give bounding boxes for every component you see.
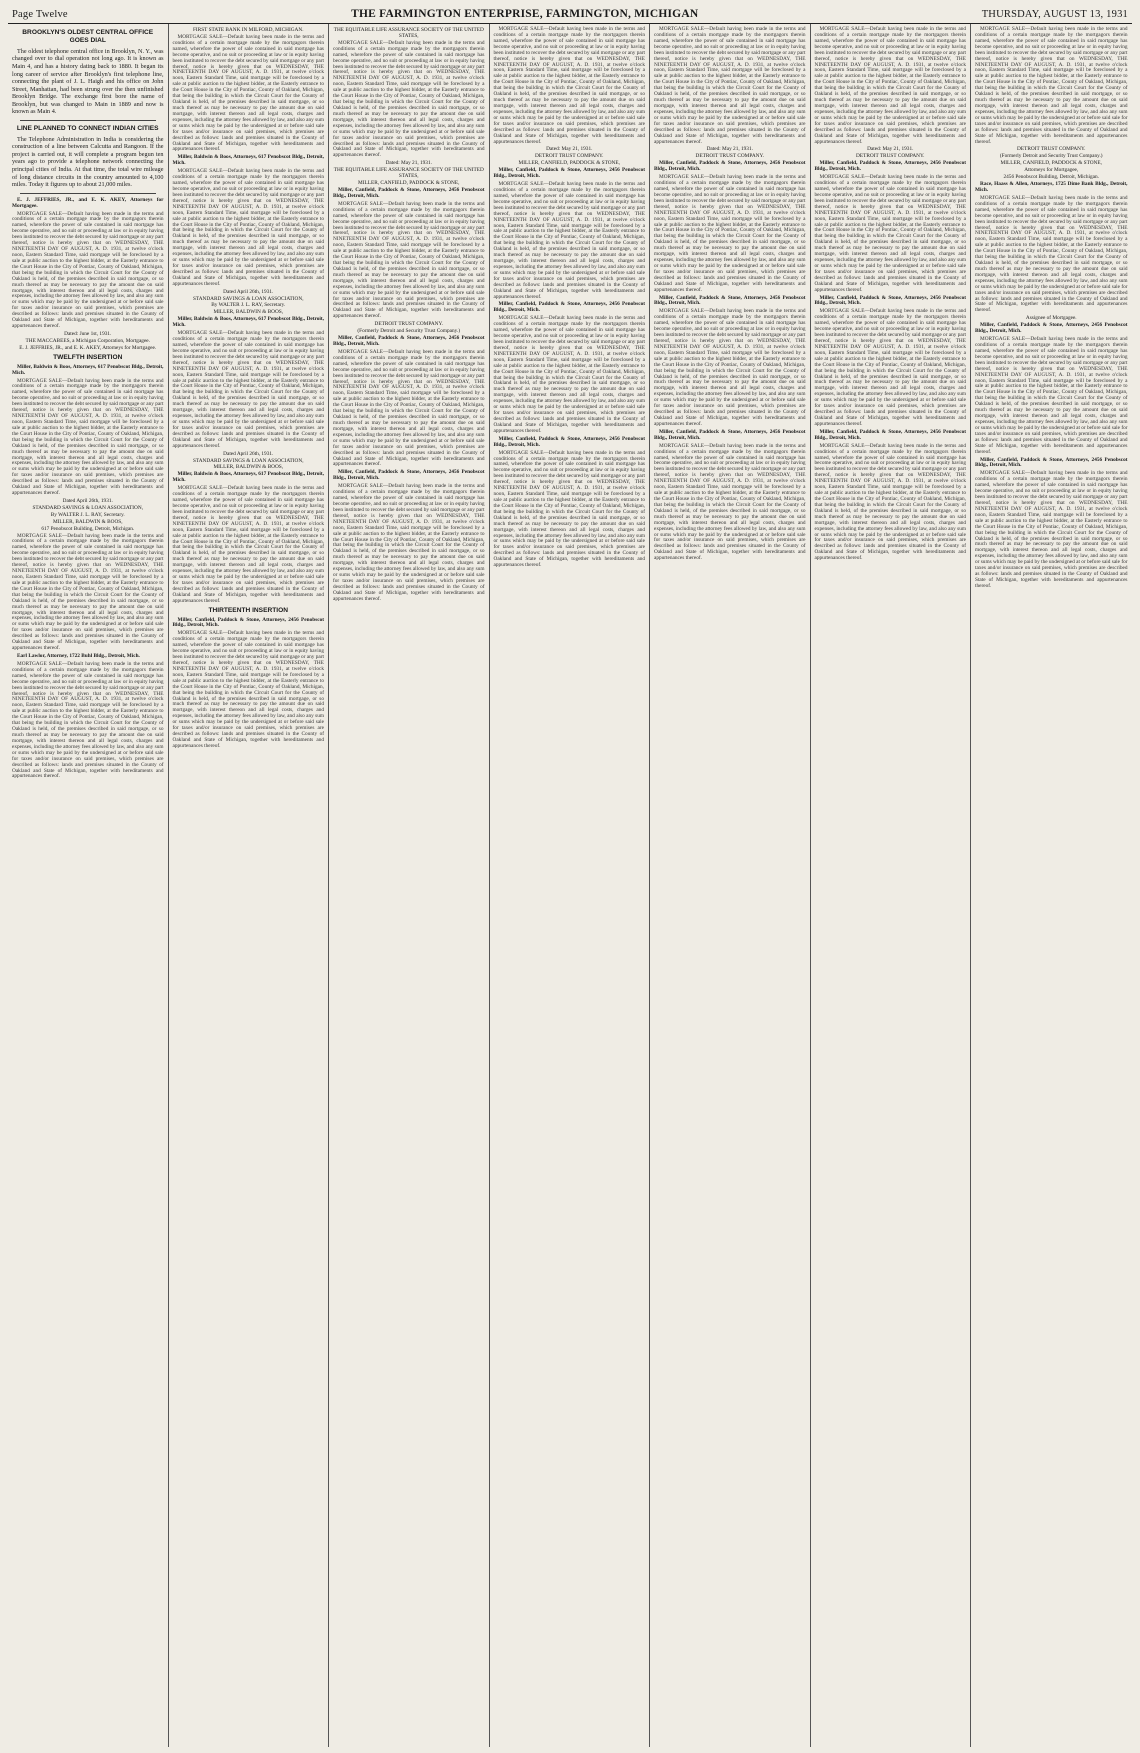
notice-body: MORTGAGE SALE—Default having been made in the terms and conditions of a certain mortgage made by the mortgagors therein named, wherefore the power of sale contained in said mortgage has become operative, and no suit or proceeding at law or in equity having been instituted to recover the debt secured by said mortgage or any part thereof, notice is hereby given that on WEDNESDAY, THE NINETEENTH DAY OF AUGUST, A. D. 1931, at twelve o'clock noon, Eastern Standard Time, said mortgage will be foreclosed by a sale at public auction to the highest bidder, at the Easterly entrance to the Court House in the City of Pontiac, County of Oakland, Michigan, that being the building in which the Circuit Court for the County of Oakland is held, of the premises described in said mortgage, or so much thereof as may be necessary to pay the amount due on said mortgage, with interest thereon and all legal costs, charges and expenses, including the attorney fees allowed by law, and also any sum or sums which may be paid by the undersigned at or before said sale for taxes and/or insurance on said premises, which premises are described as follows: lands and premises situated in the County of Oakland and State of Michigan, together with hereditaments and appurtenances thereof. <box>12 532 164 652</box>
notice-body: MORTGAGE SALE—Default having been made in the terms and conditions of a certain mortgage made by the mortgagors therein named, wherefore the power of sale contained in said mortgage has become operative, and no suit or proceeding at law or in equity having been instituted to recover the debt secured by said mortgage or any part thereof, notice is hereby given that on WEDNESDAY, THE NINETEENTH DAY OF AUGUST, A. D. 1931, at twelve o'clock noon, Eastern Standard Time, said mortgage will be foreclosed by a sale at public auction to the highest bidder, at the Easterly entrance to the Court House in the City of Pontiac, County of Oakland, Michigan, that being the building in which the Circuit Court for the County of Oakland is held, of the premises described in said mortgage, or so much thereof as may be necessary to pay the amount due on said mortgage, with interest thereon and all legal costs, charges and expenses, including the attorney fees allowed by law, and also any sum or sums which may be paid by the undersigned at or before said sale for taxes and/or insurance on said premises, which premises are described as follows: lands and premises situated in the County of Oakland and State of Michigan, together with hereditaments and appurtenances thereof. <box>333 39 485 159</box>
notice-attorneys-for: Attorneys for Mortgagee, <box>1024 167 1079 174</box>
notice-signature: DETROIT TRUST COMPANY. <box>535 153 604 160</box>
notice-body: MORTGAGE SALE—Default having been made in the terms and conditions of a certain mortgage made by the mortgagors therein named, wherefore the power of sale contained in said mortgage has become operative, and no suit or proceeding at law or in equity having been instituted to recover the debt secured by said mortgage or any part thereof, notice is hereby given that on WEDNESDAY, THE NINETEENTH DAY OF AUGUST, A. D. 1931, at twelve o'clock noon, Eastern Standard Time, said mortgage will be foreclosed by a sale at public auction to the highest bidder, at the Easterly entrance to the Court House in the City of Pontiac, County of Oakland, Michigan, that being the building in which the Circuit Court for the County of Oakland is held, of the premises described in said mortgage, or so much thereof as may be necessary to pay the amount due on said mortgage, with interest thereon and all legal costs, charges and expenses, including the attorney fees allowed by law, and also any sum or sums which may be paid by the undersigned at or before said sale for taxes and/or insurance on said premises, which premises are described as follows: lands and premises situated in the County of Oakland and State of Michigan, together with hereditaments and appurtenances thereof. <box>172 630 324 749</box>
notice-body: MORTGAGE SALE—Default having been made in the terms and conditions of a certain mortgage made by the mortgagors therein named, wherefore the power of sale contained in said mortgage has become operative, and no suit or proceeding at law or in equity having been instituted to recover the debt secured by said mortgage or any part thereof, notice is hereby given that on WEDNESDAY, THE NINETEENTH DAY OF AUGUST, A. D. 1931, at twelve o'clock noon, Eastern Standard Time, said mortgage will be foreclosed by a sale at public auction to the highest bidder, at the Easterly entrance to the Court House in the City of Pontiac, County of Oakland, Michigan, that being the building in which the Circuit Court for the County of Oakland is held, of the premises described in said mortgage, or so much thereof as may be necessary to pay the amount due on said mortgage, with interest thereon and all legal costs, charges and expenses, including the attorney fees allowed by law, and also any sum or sums which may be paid by the undersigned at or before said sale for taxes and/or insurance on said premises, which premises are described as follows: lands and premises situated in the County of Oakland and State of Michigan, together with hereditaments and appurtenances thereof. <box>814 26 966 145</box>
notice-attorneys: MILLER, CANFIELD, PADDOCK & STONE, <box>358 180 460 187</box>
notice-signature: THE EQUITABLE LIFE ASSURANCE SOCIETY OF THE UNITED STATES, <box>333 27 484 39</box>
notice-caption: Miller, Canfield, Paddock & Stone, Attorneys, 2456 Penobscot Bldg., Detroit, Mich. <box>975 456 1128 469</box>
notice-signature: DETROIT TRUST COMPANY. <box>695 153 764 160</box>
notice-caption: Miller, Canfield, Paddock & Stone, Attorneys, 2456 Penobscot Bldg., Detroit, Mich. <box>333 335 485 348</box>
notice-body: MORTGAGE SALE—Default having been made in the terms and conditions of a certain mortgage made by the mortgagors therein named, wherefore the power of sale contained in said mortgage has become operative, and no suit or proceeding at law or in equity having been instituted to recover the debt secured by said mortgage or any part thereof, notice is hereby given that on WEDNESDAY, THE NINETEENTH DAY OF AUGUST, A. D. 1931, at twelve o'clock noon, Eastern Standard Time, said mortgage will be foreclosed by a sale at public auction to the highest bidder, at the Easterly entrance to the Court House in the City of Pontiac, County of Oakland, Michigan, that being the building in which the Circuit Court for the County of Oakland is held, of the premises described in said mortgage, or so much thereof as may be necessary to pay the amount due on said mortgage, with interest thereon and all legal costs, charges and expenses, including the attorney fees allowed by law, and also any sum or sums which may be paid by the undersigned at or before said sale for taxes and/or insurance on said premises, which premises are described as follows: lands and premises situated in the County of Oakland and State of Michigan, together with hereditaments and appurtenances thereof. <box>493 449 645 569</box>
notice-signature: Assignee of Mortgagee. <box>1025 315 1077 322</box>
notice-caption: Miller, Canfield, Paddock & Stone, Attorneys, 2456 Penobscot Bldg., Detroit, Mich. <box>975 322 1128 335</box>
notice-caption: Miller, Canfield, Paddock & Stone, Attorneys, 2456 Penobscot Bldg., Detroit, Mich. <box>814 428 966 441</box>
column-6 <box>811 24 972 1747</box>
insertion-heading: THIRTEENTH INSERTION <box>208 606 288 614</box>
notice-body: MORTGAGE SALE—Default having been made in the terms and conditions of a certain mortgage made by the mortgagors therein named, wherefore the power of sale contained in said mortgage has become operative, and no suit or proceeding at law or in equity having been instituted to recover the debt secured by said mortgage or any part thereof, notice is hereby given that on WEDNESDAY, THE NINETEENTH DAY OF AUGUST, A. D. 1931, at twelve o'clock noon, Eastern Standard Time, said mortgage will be foreclosed by a sale at public auction to the highest bidder, at the Easterly entrance to the Court House in the City of Pontiac, County of Oakland, Michigan, that being the building in which the Circuit Court for the County of Oakland is held, of the premises described in said mortgage, or so much thereof as may be necessary to pay the amount due on said mortgage, with interest thereon and all legal costs, charges and expenses, including the attorney fees allowed by law, and also any sum or sums which may be paid by the undersigned at or before said sale for taxes and/or insurance on said premises, which premises are described as follows: lands and premises situated in the County of Oakland and State of Michigan, together with hereditaments and appurtenances thereof. <box>333 348 485 468</box>
notice-signature: (Formerly Detroit and Security Trust Company.) <box>999 153 1103 160</box>
notice-body: MORTGAGE SALE—Default having been made in the terms and conditions of a certain mortgage made by the mortgagors therein named, wherefore the power of sale contained in said mortgage has become operative, and no suit or proceeding at law or in equity having been instituted to recover the debt secured by said mortgage or any part thereof, notice is hereby given that on WEDNESDAY, THE NINETEENTH DAY OF AUGUST, A. D. 1931, at twelve o'clock noon, Eastern Standard Time, said mortgage will be foreclosed by a sale at public auction to the highest bidder, at the Easterly entrance to the Court House in the City of Pontiac, County of Oakland, Michigan, that being the building in which the Circuit Court for the County of Oakland is held, of the premises described in said mortgage, or so much thereof as may be necessary to pay the amount due on said mortgage, with interest thereon and all legal costs, charges and expenses, including the attorney fees allowed by law, and also any sum or sums which may be paid by the undersigned at or before said sale for taxes and/or insurance on said premises, which premises are described as follows: lands and premises situated in the County of Oakland and State of Michigan, together with hereditaments and appurtenances thereof. <box>12 210 164 330</box>
notice-signature: By WALTER J. L. RAY, Secretary. <box>50 511 125 518</box>
columns <box>8 24 1132 1747</box>
notice-attorneys: E. J. JEFFRIES, JR., and E. K. AKEY, Attorneys for Mortgagee. <box>19 344 157 351</box>
story-headline: LINE PLANNED TO CONNECT INDIAN CITIES <box>16 124 159 132</box>
notice-body: MORTGAGE SALE—Default having been made in the terms and conditions of a certain mortgage made by the mortgagors therein named, wherefore the power of sale contained in said mortgage has become operative, and no suit or proceeding at law or in equity having been instituted to recover the debt secured by said mortgage or any part thereof, notice is hereby given that on WEDNESDAY, THE NINETEENTH DAY OF AUGUST, A. D. 1931, at twelve o'clock noon, Eastern Standard Time, said mortgage will be foreclosed by a sale at public auction to the highest bidder, at the Easterly entrance to the Court House in the City of Pontiac, County of Oakland, Michigan, that being the building in which the Circuit Court for the County of Oakland is held, of the premises described in said mortgage, or so much thereof as may be necessary to pay the amount due on said mortgage, with interest thereon and all legal costs, charges and expenses, including the attorney fees allowed by law, and also any sum or sums which may be paid by the undersigned at or before said sale for taxes and/or insurance on said premises, which premises are described as follows: lands and premises situated in the County of Oakland and State of Michigan, together with hereditaments and appurtenances thereof. <box>12 377 164 497</box>
notice-caption: Miller, Canfield, Paddock & Stone, Attorneys, 2456 Penobscot Bldg., Detroit, Mich. <box>493 435 645 448</box>
notice-address: 617 Penobscot Building, Detroit, Michigan. <box>41 525 135 532</box>
notice-dated: Dated: May 21, 1931. <box>385 160 432 167</box>
notice-caption: Miller, Baldwin & Boos, Attorneys, 617 Penobscot Bldg., Detroit, Mich. <box>12 363 164 376</box>
notice-caption: Earl Lawlor, Attorney, 1722 Buhl Bldg., Detroit, Mich. <box>17 653 140 659</box>
notice-body: MORTGAGE SALE—Default having been made in the terms and conditions of a certain mortgage made by the mortgagors therein named, wherefore the power of sale contained in said mortgage has become operative, and no suit or proceeding at law or in equity having been instituted to recover the debt secured by said mortgage or any part thereof, notice is hereby given that on WEDNESDAY, THE NINETEENTH DAY OF AUGUST, A. D. 1931, at twelve o'clock noon, Eastern Standard Time, said mortgage will be foreclosed by a sale at public auction to the highest bidder, at the Easterly entrance to the Court House in the City of Pontiac, County of Oakland, Michigan, that being the building in which the Circuit Court for the County of Oakland is held, of the premises described in said mortgage, or so much thereof as may be necessary to pay the amount due on said mortgage, with interest thereon and all legal costs, charges and expenses, including the attorney fees allowed by law, and also any sum or sums which may be paid by the undersigned at or before said sale for taxes and/or insurance on said premises, which premises are described as follows: lands and premises situated in the County of Oakland and State of Michigan, together with hereditaments and appurtenances thereof. <box>172 33 324 153</box>
notice-attorneys: MILLER, CANFIELD, PADDOCK & STONE, <box>518 160 620 167</box>
notice-signature: DETROIT TRUST COMPANY. <box>374 321 443 328</box>
notice-signature: FIRST STATE BANK IN MILFORD, MICHIGAN. <box>192 27 304 33</box>
notice-signature: (Formerly Detroit and Security Trust Company.) <box>357 328 461 335</box>
notice-caption: Miller, Canfield, Paddock & Stone, Attorneys, 2456 Penobscot Bldg., Detroit, Mich. <box>654 294 806 307</box>
notice-body: MORTGAGE SALE—Default having been made in the terms and conditions of a certain mortgage made by the mortgagors therein named, wherefore the power of sale contained in said mortgage has become operative, and no suit or proceeding at law or in equity having been instituted to recover the debt secured by said mortgage or any part thereof, notice is hereby given that on WEDNESDAY, THE NINETEENTH DAY OF AUGUST, A. D. 1931, at twelve o'clock noon, Eastern Standard Time, said mortgage will be foreclosed by a sale at public auction to the highest bidder, at the Easterly entrance to the Court House in the City of Pontiac, County of Oakland, Michigan, that being the building in which the Circuit Court for the County of Oakland is held, of the premises described in said mortgage, or so much thereof as may be necessary to pay the amount due on said mortgage, with interest thereon and all legal costs, charges and expenses, including the attorney fees allowed by law, and also any sum or sums which may be paid by the undersigned at or before said sale for taxes and/or insurance on said premises, which premises are described as follows: lands and premises situated in the County of Oakland and State of Michigan, together with hereditaments and appurtenances thereof. <box>654 442 806 562</box>
notice-signature: THE EQUITABLE LIFE ASSURANCE SOCIETY OF THE UNITED STATES, <box>333 167 484 180</box>
notice-body: MORTGAGE SALE—Default having been made in the terms and conditions of a certain mortgage made by the mortgagors therein named, wherefore the power of sale contained in said mortgage has become operative, and no suit or proceeding at law or in equity having been instituted to recover the debt secured by said mortgage or any part thereof, notice is hereby given that on WEDNESDAY, THE NINETEENTH DAY OF AUGUST, A. D. 1931, at twelve o'clock noon, Eastern Standard Time, said mortgage will be foreclosed by a sale at public auction to the highest bidder, at the Easterly entrance to the Court House in the City of Pontiac, County of Oakland, Michigan, that being the building in which the Circuit Court for the County of Oakland is held, of the premises described in said mortgage, or so much thereof as may be necessary to pay the amount due on said mortgage, with interest thereon and all legal costs, charges and expenses, including the attorney fees allowed by law, and also any sum or sums which may be paid by the undersigned at or before said sale for taxes and/or insurance on said premises, which premises are described as follows: lands and premises situated in the County of Oakland and State of Michigan, together with hereditaments and appurtenances thereof. <box>493 181 645 300</box>
notice-caption: Race, Haass & Allen, Attorneys, 1725 Dime Bank Bldg., Detroit, Mich. <box>975 181 1128 193</box>
notice-address: 2456 Penobscot Building, Detroit, Michigan. <box>1003 174 1099 181</box>
notice-signature: STANDARD SAVINGS & LOAN ASSOCIATION, <box>32 504 144 511</box>
notice-dated: Dated April 26th, 1931. <box>62 497 113 504</box>
notice-signature: By WALTER J. L. RAY, Secretary. <box>211 302 286 309</box>
notice-caption: Miller, Canfield, Paddock & Stone, Attorneys, 2456 Penobscot Bldg., Detroit, Mich. <box>814 294 966 307</box>
column-4 <box>490 24 651 1747</box>
notice-caption: Miller, Baldwin & Boos, Attorneys, 617 Penobscot Bldg., Detroit, Mich. <box>172 471 324 484</box>
notice-body: MORTGAGE SALE—Default having been made in the terms and conditions of a certain mortgage made by the mortgagors therein named, wherefore the power of sale contained in said mortgage has become operative, and no suit or proceeding at law or in equity having been instituted to recover the debt secured by said mortgage or any part thereof, notice is hereby given that on WEDNESDAY, THE NINETEENTH DAY OF AUGUST, A. D. 1931, at twelve o'clock noon, Eastern Standard Time, said mortgage will be foreclosed by a sale at public auction to the highest bidder, at the Easterly entrance to the Court House in the City of Pontiac, County of Oakland, Michigan, that being the building in which the Circuit Court for the County of Oakland is held, of the premises described in said mortgage, or so much thereof as may be necessary to pay the amount due on said mortgage, with interest thereon and all legal costs, charges and expenses, including the attorney fees allowed by law, and also any sum or sums which may be paid by the undersigned at or before said sale for taxes and/or insurance on said premises, which premises are described as follows: lands and premises situated in the County of Oakland and State of Michigan, together with hereditaments and appurtenances thereof. <box>172 168 324 287</box>
notice-dated: Dated: May 21, 1931. <box>706 146 753 153</box>
divider <box>20 193 156 194</box>
column-3 <box>329 24 490 1747</box>
divider <box>20 120 156 121</box>
notice-signature: STANDARD SAVINGS & LOAN ASSOCIATION, <box>192 457 304 464</box>
notice-caption: Miller, Baldwin & Boos, Attorneys, 617 Penobscot Bldg., Detroit, Mich. <box>172 316 324 329</box>
masthead <box>8 6 1132 24</box>
notice-signature: DETROIT TRUST COMPANY. <box>1017 146 1086 153</box>
notice-body: MORTGAGE SALE—Default having been made in the terms and conditions of a certain mortgage made by the mortgagors therein named, wherefore the power of sale contained in said mortgage has become operative, and no suit or proceeding at law or in equity having been instituted to recover the debt secured by said mortgage or any part thereof, notice is hereby given that on WEDNESDAY, THE NINETEENTH DAY OF AUGUST, A. D. 1931, at twelve o'clock noon, Eastern Standard Time, said mortgage will be foreclosed by a sale at public auction to the highest bidder, at the Easterly entrance to the Court House in the City of Pontiac, County of Oakland, Michigan, that being the building in which the Circuit Court for the County of Oakland is held, of the premises described in said mortgage, or so much thereof as may be necessary to pay the amount due on said mortgage, with interest thereon and all legal costs, charges and expenses, including the attorney fees allowed by law, and also any sum or sums which may be paid by the undersigned at or before said sale for taxes and/or insurance on said premises, which premises are described as follows: lands and premises situated in the County of Oakland and State of Michigan, together with hereditaments and appurtenances thereof. <box>814 442 966 562</box>
notice-body: MORTGAGE SALE—Default having been made in the terms and conditions of a certain mortgage made by the mortgagors therein named, wherefore the power of sale contained in said mortgage has become operative, and no suit or proceeding at law or in equity having been instituted to recover the debt secured by said mortgage or any part thereof, notice is hereby given that on WEDNESDAY, THE NINETEENTH DAY OF AUGUST, A. D. 1931, at twelve o'clock noon, Eastern Standard Time, said mortgage will be foreclosed by a sale at public auction to the highest bidder, at the Easterly entrance to the Court House in the City of Pontiac, County of Oakland, Michigan, that being the building in which the Circuit Court for the County of Oakland is held, of the premises described in said mortgage, or so much thereof as may be necessary to pay the amount due on said mortgage, with interest thereon and all legal costs, charges and expenses, including the attorney fees allowed by law, and also any sum or sums which may be paid by the undersigned at or before said sale for taxes and/or insurance on said premises, which premises are described as follows: lands and premises situated in the County of Oakland and State of Michigan, together with hereditaments and appurtenances thereof. <box>975 26 1128 145</box>
notice-body: MORTGAGE SALE—Default having been made in the terms and conditions of a certain mortgage made by the mortgagors therein named, wherefore the power of sale contained in said mortgage has become operative, and no suit or proceeding at law or in equity having been instituted to recover the debt secured by said mortgage or any part thereof, notice is hereby given that on WEDNESDAY, THE NINETEENTH DAY OF AUGUST, A. D. 1931, at twelve o'clock noon, Eastern Standard Time, said mortgage will be foreclosed by a sale at public auction to the highest bidder, at the Easterly entrance to the Court House in the City of Pontiac, County of Oakland, Michigan, that being the building in which the Circuit Court for the County of Oakland is held, of the premises described in said mortgage, or so much thereof as may be necessary to pay the amount due on said mortgage, with interest thereon and all legal costs, charges and expenses, including the attorney fees allowed by law, and also any sum or sums which may be paid by the undersigned at or before said sale for taxes and/or insurance on said premises, which premises are described as follows: lands and premises situated in the County of Oakland and State of Michigan, together with hereditaments and appurtenances thereof. <box>975 470 1128 589</box>
column-5 <box>650 24 811 1747</box>
notice-body: MORTGAGE SALE—Default having been made in the terms and conditions of a certain mortgage made by the mortgagors therein named, wherefore the power of sale contained in said mortgage has become operative, and no suit or proceeding at law or in equity having been instituted to recover the debt secured by said mortgage or any part thereof, notice is hereby given that on WEDNESDAY, THE NINETEENTH DAY OF AUGUST, A. D. 1931, at twelve o'clock noon, Eastern Standard Time, said mortgage will be foreclosed by a sale at public auction to the highest bidder, at the Easterly entrance to the Court House in the City of Pontiac, County of Oakland, Michigan, that being the building in which the Circuit Court for the County of Oakland is held, of the premises described in said mortgage, or so much thereof as may be necessary to pay the amount due on said mortgage, with interest thereon and all legal costs, charges and expenses, including the attorney fees allowed by law, and also any sum or sums which may be paid by the undersigned at or before said sale for taxes and/or insurance on said premises, which premises are described as follows: lands and premises situated in the County of Oakland and State of Michigan, together with hereditaments and appurtenances thereof. <box>814 308 966 427</box>
column-7 <box>971 24 1132 1747</box>
notice-attorneys: MILLER, BALDWIN & BOOS, <box>213 309 284 316</box>
notice-attorneys: MILLER, BALDWIN & BOOS, <box>52 518 123 525</box>
notice-body: MORTGAGE SALE—Default having been made in the terms and conditions of a certain mortgage made by the mortgagors therein named, wherefore the power of sale contained in said mortgage has become operative, and no suit or proceeding at law or in equity having been instituted to recover the debt secured by said mortgage or any part thereof, notice is hereby given that on WEDNESDAY, THE NINETEENTH DAY OF AUGUST, A. D. 1931, at twelve o'clock noon, Eastern Standard Time, said mortgage will be foreclosed by a sale at public auction to the highest bidder, at the Easterly entrance to the Court House in the City of Pontiac, County of Oakland, Michigan, that being the building in which the Circuit Court for the County of Oakland is held, of the premises described in said mortgage, or so much thereof as may be necessary to pay the amount due on said mortgage, with interest thereon and all legal costs, charges and expenses, including the attorney fees allowed by law, and also any sum or sums which may be paid by the undersigned at or before said sale for taxes and/or insurance on said premises, which premises are described as follows: lands and premises situated in the County of Oakland and State of Michigan, together with hereditaments and appurtenances thereof. <box>172 485 324 604</box>
story-headline: BROOKLYN'S OLDEST CENTRAL OFFICE GOES DIAL <box>22 29 154 44</box>
notice-body: MORTGAGE SALE—Default having been made in the terms and conditions of a certain mortgage made by the mortgagors therein named, wherefore the power of sale contained in said mortgage has become operative, and no suit or proceeding at law or in equity having been instituted to recover the debt secured by said mortgage or any part thereof, notice is hereby given that on WEDNESDAY, THE NINETEENTH DAY OF AUGUST, A. D. 1931, at twelve o'clock noon, Eastern Standard Time, said mortgage will be foreclosed by a sale at public auction to the highest bidder, at the Easterly entrance to the Court House in the City of Pontiac, County of Oakland, Michigan, that being the building in which the Circuit Court for the County of Oakland is held, of the premises described in said mortgage, or so much thereof as may be necessary to pay the amount due on said mortgage, with interest thereon and all legal costs, charges and expenses, including the attorney fees allowed by law, and also any sum or sums which may be paid by the undersigned at or before said sale for taxes and/or insurance on said premises, which premises are described as follows: lands and premises situated in the County of Oakland and State of Michigan, together with hereditaments and appurtenances thereof. <box>333 200 485 320</box>
notice-caption: Miller, Baldwin & Boos, Attorneys, 617 Penobscot Bldg., Detroit, Mich. <box>172 154 324 167</box>
notice-signature: STANDARD SAVINGS & LOAN ASSOCIATION, <box>192 295 304 302</box>
notice-body: MORTGAGE SALE—Default having been made in the terms and conditions of a certain mortgage made by the mortgagors therein named, wherefore the power of sale contained in said mortgage has become operative, and no suit or proceeding at law or in equity having been instituted to recover the debt secured by said mortgage or any part thereof, notice is hereby given that on WEDNESDAY, THE NINETEENTH DAY OF AUGUST, A. D. 1931, at twelve o'clock noon, Eastern Standard Time, said mortgage will be foreclosed by a sale at public auction to the highest bidder, at the Easterly entrance to the Court House in the City of Pontiac, County of Oakland, Michigan, that being the building in which the Circuit Court for the County of Oakland is held, of the premises described in said mortgage, or so much thereof as may be necessary to pay the amount due on said mortgage, with interest thereon and all legal costs, charges and expenses, including the attorney fees allowed by law, and also any sum or sums which may be paid by the undersigned at or before said sale for taxes and/or insurance on said premises, which premises are described as follows: lands and premises situated in the County of Oakland and State of Michigan, together with hereditaments and appurtenances thereof. <box>975 336 1128 455</box>
story-body: The oldest telephone central office in Brooklyn, N. Y., was changed over to dial operation not long ago. It is known as Main 4, and has a history dating back to 1880. It began its long career of service after Brooklyn's first telephone line, connecting the plant of J. L. Haigh and his office on John Street, Manhattan, had been strung over the then unfinished Brooklyn Bridge. The exchange first bore the name of Brooklyn, but was changed to Main in 1889 and now is known as Main 4. <box>12 47 164 116</box>
notice-body: MORTGAGE SALE—Default having been made in the terms and conditions of a certain mortgage made by the mortgagors therein named, wherefore the power of sale contained in said mortgage has become operative, and no suit or proceeding at law or in equity having been instituted to recover the debt secured by said mortgage or any part thereof, notice is hereby given that on WEDNESDAY, THE NINETEENTH DAY OF AUGUST, A. D. 1931, at twelve o'clock noon, Eastern Standard Time, said mortgage will be foreclosed by a sale at public auction to the highest bidder, at the Easterly entrance to the Court House in the City of Pontiac, County of Oakland, Michigan, that being the building in which the Circuit Court for the County of Oakland is held, of the premises described in said mortgage, or so much thereof as may be necessary to pay the amount due on said mortgage, with interest thereon and all legal costs, charges and expenses, including the attorney fees allowed by law, and also any sum or sums which may be paid by the undersigned at or before said sale for taxes and/or insurance on said premises, which premises are described as follows: lands and premises situated in the County of Oakland and State of Michigan, together with hereditaments and appurtenances thereof. <box>493 26 645 145</box>
notice-dated: Dated: May 21, 1931. <box>867 146 914 153</box>
notice-signature: DETROIT TRUST COMPANY. <box>856 153 925 160</box>
notice-caption: Miller, Canfield, Paddock & Stone, Attorneys, 2456 Penobscot Bldg., Detroit, Mich. <box>333 469 485 482</box>
insertion-heading: TWELFTH INSERTION <box>53 353 123 361</box>
notice-body: MORTGAGE SALE—Default having been made in the terms and conditions of a certain mortgage made by the mortgagors therein named, wherefore the power of sale contained in said mortgage has become operative, and no suit or proceeding at law or in equity having been instituted to recover the debt secured by said mortgage or any part thereof, notice is hereby given that on WEDNESDAY, THE NINETEENTH DAY OF AUGUST, A. D. 1931, at twelve o'clock noon, Eastern Standard Time, said mortgage will be foreclosed by a sale at public auction to the highest bidder, at the Easterly entrance to the Court House in the City of Pontiac, County of Oakland, Michigan, that being the building in which the Circuit Court for the County of Oakland is held, of the premises described in said mortgage, or so much thereof as may be necessary to pay the amount due on said mortgage, with interest thereon and all legal costs, charges and expenses, including the attorney fees allowed by law, and also any sum or sums which may be paid by the undersigned at or before said sale for taxes and/or insurance on said premises, which premises are described as follows: lands and premises situated in the County of Oakland and State of Michigan, together with hereditaments and appurtenances thereof. <box>814 174 966 293</box>
notice-body: MORTGAGE SALE—Default having been made in the terms and conditions of a certain mortgage made by the mortgagors therein named, wherefore the power of sale contained in said mortgage has become operative, and no suit or proceeding at law or in equity having been instituted to recover the debt secured by said mortgage or any part thereof, notice is hereby given that on WEDNESDAY, THE NINETEENTH DAY OF AUGUST, A. D. 1931, at twelve o'clock noon, Eastern Standard Time, said mortgage will be foreclosed by a sale at public auction to the highest bidder, at the Easterly entrance to the Court House in the City of Pontiac, County of Oakland, Michigan, that being the building in which the Circuit Court for the County of Oakland is held, of the premises described in said mortgage, or so much thereof as may be necessary to pay the amount due on said mortgage, with interest thereon and all legal costs, charges and expenses, including the attorney fees allowed by law, and also any sum or sums which may be paid by the undersigned at or before said sale for taxes and/or insurance on said premises, which premises are described as follows: lands and premises situated in the County of Oakland and State of Michigan, together with hereditaments and appurtenances thereof. <box>333 483 485 602</box>
notice-caption: E. J. JEFFRIES, JR., and E. K. AKEY, Attorneys for Mortgagee. <box>12 196 164 209</box>
notice-caption: Miller, Canfield, Paddock & Stone, Attorneys, 2456 Penobscot Bldg., Detroit, Mich. <box>654 160 806 173</box>
notice-body: MORTGAGE SALE—Default having been made in the terms and conditions of a certain mortgage made by the mortgagors therein named, wherefore the power of sale contained in said mortgage has become operative, and no suit or proceeding at law or in equity having been instituted to recover the debt secured by said mortgage or any part thereof, notice is hereby given that on WEDNESDAY, THE NINETEENTH DAY OF AUGUST, A. D. 1931, at twelve o'clock noon, Eastern Standard Time, said mortgage will be foreclosed by a sale at public auction to the highest bidder, at the Easterly entrance to the Court House in the City of Pontiac, County of Oakland, Michigan, that being the building in which the Circuit Court for the County of Oakland is held, of the premises described in said mortgage, or so much thereof as may be necessary to pay the amount due on said mortgage, with interest thereon and all legal costs, charges and expenses, including the attorney fees allowed by law, and also any sum or sums which may be paid by the undersigned at or before said sale for taxes and/or insurance on said premises, which premises are described as follows: lands and premises situated in the County of Oakland and State of Michigan, together with hereditaments and appurtenances thereof. <box>172 330 324 449</box>
notice-dated: Dated: June 1st, 1931. <box>64 331 112 337</box>
notice-attorneys: MILLER, BALDWIN & BOOS, <box>213 464 284 471</box>
issue-date: THURSDAY, AUGUST 13, 1931 <box>981 9 1128 20</box>
notice-body: MORTGAGE SALE—Default having been made in the terms and conditions of a certain mortgage made by the mortgagors therein named, wherefore the power of sale contained in said mortgage has become operative, and no suit or proceeding at law or in equity having been instituted to recover the debt secured by said mortgage or any part thereof, notice is hereby given that on WEDNESDAY, THE NINETEENTH DAY OF AUGUST, A. D. 1931, at twelve o'clock noon, Eastern Standard Time, said mortgage will be foreclosed by a sale at public auction to the highest bidder, at the Easterly entrance to the Court House in the City of Pontiac, County of Oakland, Michigan, that being the building in which the Circuit Court for the County of Oakland is held, of the premises described in said mortgage, or so much thereof as may be necessary to pay the amount due on said mortgage, with interest thereon and all legal costs, charges and expenses, including the attorney fees allowed by law, and also any sum or sums which may be paid by the undersigned at or before said sale for taxes and/or insurance on said premises, which premises are described as follows: lands and premises situated in the County of Oakland and State of Michigan, together with hereditaments and appurtenances thereof. <box>975 194 1128 314</box>
notice-caption: Miller, Canfield, Paddock & Stone, Attorneys, 2456 Penobscot Bldg., Detroit, Mich. <box>493 167 645 180</box>
notice-dated: Dated April 26th, 1931. <box>223 288 274 295</box>
page-number: Page Twelve <box>12 9 68 20</box>
notice-attorneys: MILLER, CANFIELD, PADDOCK & STONE, <box>1000 160 1102 167</box>
column-2 <box>169 24 330 1747</box>
story-body: The Telephone Administration in India is considering the construction of a line between Calcutta and Rangoon. If the project is carried out, it will complete a program begun ten years ago to provide a telephone network connecting the principal cities of India. At that time, the total wire mileage of long distance circuits in the country amounted to 4,100 miles. Today it figures up to about 21,000 miles. <box>12 135 164 189</box>
notice-caption: Miller, Canfield, Paddock & Stone, Attorneys, 2456 Penobscot Bldg., Detroit, Mich. <box>814 160 966 173</box>
notice-caption: Miller, Canfield, Paddock & Stone, Attorneys, 2456 Penobscot Bldg., Detroit, Mich. <box>654 428 806 441</box>
notice-body: MORTGAGE SALE—Default having been made in the terms and conditions of a certain mortgage made by the mortgagors therein named, wherefore the power of sale contained in said mortgage has become operative, and no suit or proceeding at law or in equity having been instituted to recover the debt secured by said mortgage or any part thereof, notice is hereby given that on WEDNESDAY, THE NINETEENTH DAY OF AUGUST, A. D. 1931, at twelve o'clock noon, Eastern Standard Time, said mortgage will be foreclosed by a sale at public auction to the highest bidder, at the Easterly entrance to the Court House in the City of Pontiac, County of Oakland, Michigan, that being the building in which the Circuit Court for the County of Oakland is held, of the premises described in said mortgage, or so much thereof as may be necessary to pay the amount due on said mortgage, with interest thereon and all legal costs, charges and expenses, including the attorney fees allowed by law, and also any sum or sums which may be paid by the undersigned at or before said sale for taxes and/or insurance on said premises, which premises are described as follows: lands and premises situated in the County of Oakland and State of Michigan, together with hereditaments and appurtenances thereof. <box>654 26 806 145</box>
column-1 <box>8 24 169 1747</box>
notice-body: MORTGAGE SALE—Default having been made in the terms and conditions of a certain mortgage made by the mortgagors therein named, wherefore the power of sale contained in said mortgage has become operative, and no suit or proceeding at law or in equity having been instituted to recover the debt secured by said mortgage or any part thereof, notice is hereby given that on WEDNESDAY, THE NINETEENTH DAY OF AUGUST, A. D. 1931, at twelve o'clock noon, Eastern Standard Time, said mortgage will be foreclosed by a sale at public auction to the highest bidder, at the Easterly entrance to the Court House in the City of Pontiac, County of Oakland, Michigan, that being the building in which the Circuit Court for the County of Oakland is held, of the premises described in said mortgage, or so much thereof as may be necessary to pay the amount due on said mortgage, with interest thereon and all legal costs, charges and expenses, including the attorney fees allowed by law, and also any sum or sums which may be paid by the undersigned at or before said sale for taxes and/or insurance on said premises, which premises are described as follows: lands and premises situated in the County of Oakland and State of Michigan, together with hereditaments and appurtenances thereof. <box>493 315 645 434</box>
notice-dated: Dated April 26th, 1931. <box>223 450 274 457</box>
notice-body: MORTGAGE SALE—Default having been made in the terms and conditions of a certain mortgage made by the mortgagors therein named, wherefore the power of sale contained in said mortgage has become operative, and no suit or proceeding at law or in equity having been instituted to recover the debt secured by said mortgage or any part thereof, notice is hereby given that on WEDNESDAY, THE NINETEENTH DAY OF AUGUST, A. D. 1931, at twelve o'clock noon, Eastern Standard Time, said mortgage will be foreclosed by a sale at public auction to the highest bidder, at the Easterly entrance to the Court House in the City of Pontiac, County of Oakland, Michigan, that being the building in which the Circuit Court for the County of Oakland is held, of the premises described in said mortgage, or so much thereof as may be necessary to pay the amount due on said mortgage, with interest thereon and all legal costs, charges and expenses, including the attorney fees allowed by law, and also any sum or sums which may be paid by the undersigned at or before said sale for taxes and/or insurance on said premises, which premises are described as follows: lands and premises situated in the County of Oakland and State of Michigan, together with hereditaments and appurtenances thereof. <box>12 660 164 780</box>
notice-signature: THE MACCABEES, a Michigan Corporation, Mortgagee. <box>25 337 150 344</box>
notice-caption: Miller, Canfield, Paddock & Stone, Attorneys, 2456 Penobscot Bldg., Detroit, Mich. <box>333 186 485 199</box>
notice-body: MORTGAGE SALE—Default having been made in the terms and conditions of a certain mortgage made by the mortgagors therein named, wherefore the power of sale contained in said mortgage has become operative, and no suit or proceeding at law or in equity having been instituted to recover the debt secured by said mortgage or any part thereof, notice is hereby given that on WEDNESDAY, THE NINETEENTH DAY OF AUGUST, A. D. 1931, at twelve o'clock noon, Eastern Standard Time, said mortgage will be foreclosed by a sale at public auction to the highest bidder, at the Easterly entrance to the Court House in the City of Pontiac, County of Oakland, Michigan, that being the building in which the Circuit Court for the County of Oakland is held, of the premises described in said mortgage, or so much thereof as may be necessary to pay the amount due on said mortgage, with interest thereon and all legal costs, charges and expenses, including the attorney fees allowed by law, and also any sum or sums which may be paid by the undersigned at or before said sale for taxes and/or insurance on said premises, which premises are described as follows: lands and premises situated in the County of Oakland and State of Michigan, together with hereditaments and appurtenances thereof. <box>654 308 806 427</box>
newspaper-title: THE FARMINGTON ENTERPRISE, FARMINGTON, MICHIGAN <box>351 8 699 20</box>
notice-caption: Miller, Canfield, Paddock & Stone, Attorneys, 2456 Penobscot Bldg., Detroit, Mich. <box>172 616 324 629</box>
notice-dated: Dated: May 21, 1931. <box>546 146 593 153</box>
notice-body: MORTGAGE SALE—Default having been made in the terms and conditions of a certain mortgage made by the mortgagors therein named, wherefore the power of sale contained in said mortgage has become operative, and no suit or proceeding at law or in equity having been instituted to recover the debt secured by said mortgage or any part thereof, notice is hereby given that on WEDNESDAY, THE NINETEENTH DAY OF AUGUST, A. D. 1931, at twelve o'clock noon, Eastern Standard Time, said mortgage will be foreclosed by a sale at public auction to the highest bidder, at the Easterly entrance to the Court House in the City of Pontiac, County of Oakland, Michigan, that being the building in which the Circuit Court for the County of Oakland is held, of the premises described in said mortgage, or so much thereof as may be necessary to pay the amount due on said mortgage, with interest thereon and all legal costs, charges and expenses, including the attorney fees allowed by law, and also any sum or sums which may be paid by the undersigned at or before said sale for taxes and/or insurance on said premises, which premises are described as follows: lands and premises situated in the County of Oakland and State of Michigan, together with hereditaments and appurtenances thereof. <box>654 174 806 293</box>
notice-caption: Miller, Canfield, Paddock & Stone, Attorneys, 2456 Penobscot Bldg., Detroit, Mich. <box>493 301 645 314</box>
